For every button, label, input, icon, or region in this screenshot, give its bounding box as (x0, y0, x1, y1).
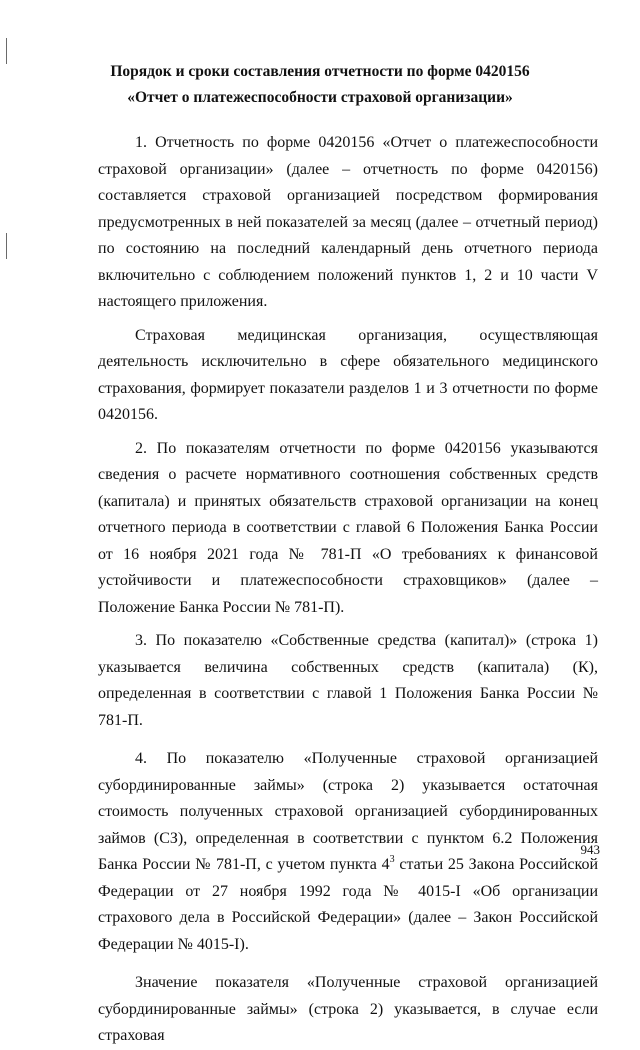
paragraph-5-text-end: статьи 25 Закона Российской Федерации от 27 ноября 1992 года № 4015-I «Об организации страхового дела в Российской Федерации» (далее – Закон Российской Федерации № 4015-I). (98, 856, 599, 953)
paragraph-6: Значение показателя «Полученные страховой организацией субординированные займы» (строка 2) указывается, в случае если страховая (98, 974, 598, 1044)
scan-edge-mark (6, 233, 7, 259)
paragraph-5-superscript: 3 (389, 854, 395, 865)
document-title-line-2: «Отчет о платежеспособности страховой организации» (127, 89, 513, 106)
document-title-line-1: Порядок и сроки составления отчетности по форме 0420156 (110, 63, 530, 80)
page-number: 943 (580, 842, 600, 857)
paragraph-2: Страховая медицинская организация, осуществляющая деятельность исключительно в сфере обязательного медицинского страхования, формирует показатели разделов 1 и 3 отчетности по форме 0420156. (98, 326, 598, 423)
paragraph-4: 3. По показателю «Собственные средства (капитал)» (строка 1) указывается величина собственных средств (капитала) (К), определенная в соответствии с главой 1 Положения Банка России № 781-П. (98, 632, 598, 729)
paragraph-3: 2. По показателям отчетности по форме 0420156 указываются сведения о расчете нормативного соотношения собственных средств (капитала) и принятых обязательств страховой организации на конец отчетного периода в соответствии с главой 6 Положения Банка России от 16 ноября 2021 года № 781-П «О требованиях к финансовой устойчивости и платежеспособности страховщиков» (далее – Положение Банка России № 781-П). (98, 439, 598, 616)
paragraph-5-text-start: 4. По показателю «Полученные страховой организацией субординированные займы» (строка 2) указывается остаточная стоимость полученных страховой организацией субординированных займов (СЗ), определенная в соответствии с пунктом 6.2 Положения Банка России № 781-П, с учетом пункта 4 (98, 750, 598, 873)
paragraph-1: 1. Отчетность по форме 0420156 «Отчет о платежеспособности страховой организации» (далее – отчетность по форме 0420156) составляется страховой организацией посредством формирования предусмотренных в ней показателей за месяц (далее – отчетный период) по состоянию на последний календарный день отчетного периода включительно с соблюдением положений пунктов 1, 2 и 10 части V настоящего приложения. (98, 134, 598, 310)
paragraph-5 (98, 746, 598, 958)
scan-edge-mark (6, 38, 7, 64)
document-body (98, 130, 598, 1050)
